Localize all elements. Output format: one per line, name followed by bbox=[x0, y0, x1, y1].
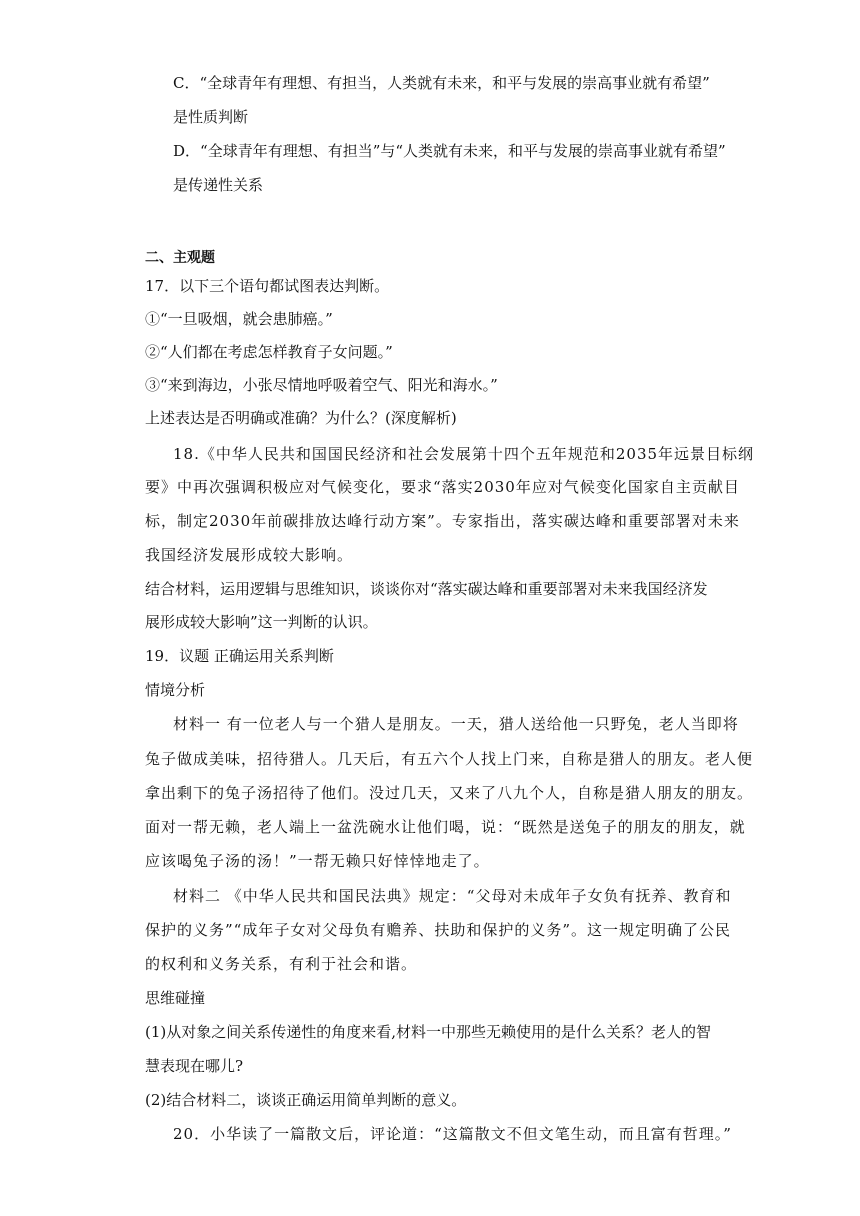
q19-subquestion-1-line-2: 慧表现在哪儿? bbox=[145, 1057, 244, 1075]
option-c-line-2: 是性质判断 bbox=[173, 108, 249, 126]
q19-material-1-line-1: 材料一 有一位老人与一个猎人是朋友。一天，猎人送给他一只野兔，老人当即将 bbox=[173, 715, 739, 733]
q17-sentence-1: ①“一旦吸烟，就会患肺癌。” bbox=[145, 310, 333, 328]
q17-question: 上述表达是否明确或准确？为什么？(深度解析) bbox=[145, 409, 457, 427]
q19-material-1-line-3: 拿出剩下的兔子汤招待了他们。没过几天，又来了八九个人，自称是猎人朋友的朋友。 bbox=[145, 784, 754, 802]
q19-situation-heading: 情境分析 bbox=[145, 681, 206, 699]
q18-material-line-2: 要》中再次强调积极应对气候变化，要求“落实2030年应对气候变化国家自主贡献目 bbox=[145, 478, 740, 496]
section-heading: 二、主观题 bbox=[145, 250, 215, 266]
q20-line-1: 20．小华读了一篇散文后，评论道：“这篇散文不但文笔生动，而且富有哲理。” bbox=[173, 1125, 732, 1143]
q18-material-line-4: 我国经济发展形成较大影响。 bbox=[145, 546, 354, 564]
q19-subquestion-2: (2)结合材料二，谈谈正确运用简单判断的意义。 bbox=[145, 1091, 467, 1109]
q19-material-2-line-3: 的权利和义务关系，有利于社会和谐。 bbox=[145, 955, 418, 973]
option-d-line-1: D．“全球青年有理想、有担当”与“人类就有未来，和平与发展的崇高事业就有希望” bbox=[173, 142, 726, 160]
q17-sentence-2: ②“人们都在考虑怎样教育子女问题。” bbox=[145, 343, 393, 361]
q19-title: 19．议题 正确运用关系判断 bbox=[145, 647, 334, 665]
q17-stem: 17．以下三个语句都试图表达判断。 bbox=[145, 277, 390, 295]
q18-material-line-3: 标，制定2030年前碳排放达峰行动方案”。专家指出，落实碳达峰和重要部署对未来 bbox=[145, 512, 740, 530]
q19-subquestion-1-line-1: (1)从对象之间关系传递性的角度来看,材料一中那些无赖使用的是什么关系？老人的智 bbox=[145, 1023, 712, 1041]
q19-material-1-line-5: 应该喝兔子汤的汤！”一帮无赖只好悻悻地走了。 bbox=[145, 852, 490, 870]
q18-ask-line-2: 展形成较大影响”这一判断的认识。 bbox=[145, 613, 378, 631]
q19-material-2-line-1: 材料二 《中华人民共和国民法典》规定：“父母对未成年子女负有抚养、教育和 bbox=[173, 887, 732, 905]
option-d-line-2: 是传递性关系 bbox=[173, 176, 264, 194]
q17-sentence-3: ③“来到海边，小张尽情地呼吸着空气、阳光和海水。” bbox=[145, 376, 498, 394]
q18-material-line-1: 18.《中华人民共和国国民经济和社会发展第十四个五年规范和2035年远景目标纲 bbox=[173, 445, 755, 463]
option-c-line-1: C．“全球青年有理想、有担当，人类就有未来，和平与发展的崇高事业就有希望” bbox=[173, 74, 710, 92]
q18-ask-line-1: 结合材料，运用逻辑与思维知识，谈谈你对“落实碳达峰和重要部署对未来我国经济发 bbox=[145, 580, 708, 598]
q19-material-1-line-2: 兔子做成美味，招待猎人。几天后，有五六个人找上门来，自称是猎人的朋友。老人便 bbox=[145, 750, 754, 768]
q19-thinking-heading: 思维碰撞 bbox=[145, 989, 206, 1007]
q19-material-1-line-4: 面对一帮无赖，老人端上一盆洗碗水让他们喝，说：“既然是送兔子的朋友的朋友，就 bbox=[145, 818, 746, 836]
q19-material-2-line-2: 保护的义务”“成年子女对父母负有赡养、扶助和保护的义务”。这一规定明确了公民 bbox=[145, 921, 732, 939]
